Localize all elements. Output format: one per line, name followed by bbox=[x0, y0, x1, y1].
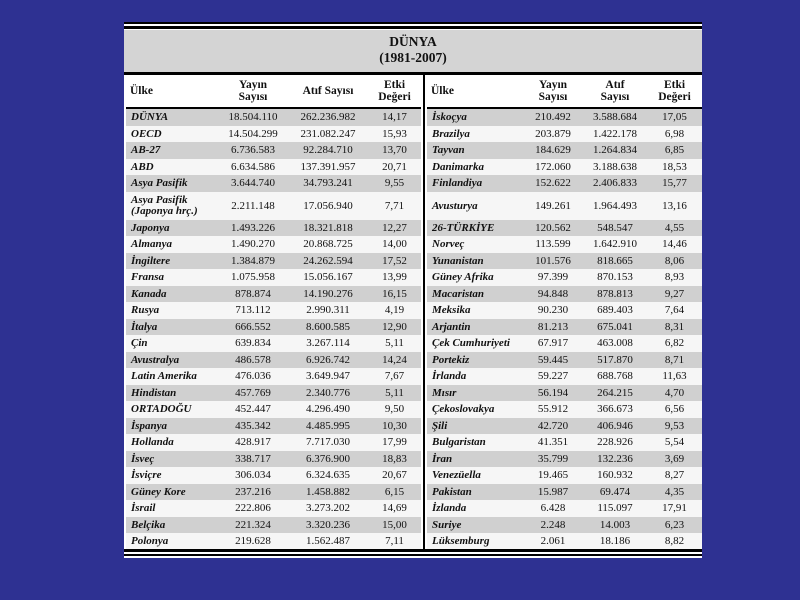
header-country: Ülke bbox=[427, 75, 523, 108]
cell-country: ABD bbox=[126, 159, 218, 176]
table-row bbox=[427, 401, 702, 418]
cell-country: Finlandiya bbox=[427, 175, 523, 192]
cell-country: İrlanda bbox=[427, 368, 523, 385]
cell-impact: 7,67 bbox=[368, 368, 421, 385]
table-row bbox=[126, 175, 421, 192]
header-citations: Atıf Sayısı bbox=[288, 75, 368, 108]
top-rule-2 bbox=[124, 26, 702, 29]
cell-impact: 17,91 bbox=[647, 500, 702, 517]
table-row bbox=[427, 368, 702, 385]
table-row bbox=[427, 192, 702, 220]
right-table-body bbox=[427, 108, 702, 550]
cell-impact: 15,93 bbox=[368, 126, 421, 143]
cell-citations: 262.236.982 bbox=[288, 108, 368, 126]
cell-publications: 97.399 bbox=[523, 269, 583, 286]
table-row bbox=[126, 335, 421, 352]
cell-impact: 14,69 bbox=[368, 500, 421, 517]
cell-publications: 1.075.958 bbox=[218, 269, 288, 286]
cell-citations: 92.284.710 bbox=[288, 142, 368, 159]
cell-publications: 55.912 bbox=[523, 401, 583, 418]
cell-publications: 457.769 bbox=[218, 385, 288, 402]
cell-impact: 15,00 bbox=[368, 517, 421, 534]
cell-citations: 4.296.490 bbox=[288, 401, 368, 418]
slide bbox=[124, 22, 702, 558]
cell-publications: 2.248 bbox=[523, 517, 583, 534]
table-row bbox=[126, 286, 421, 303]
table-row bbox=[126, 484, 421, 501]
table-row bbox=[126, 451, 421, 468]
cell-impact: 11,63 bbox=[647, 368, 702, 385]
cell-publications: 56.194 bbox=[523, 385, 583, 402]
cell-publications: 3.644.740 bbox=[218, 175, 288, 192]
cell-publications: 1.493.226 bbox=[218, 220, 288, 237]
cell-country: DÜNYA bbox=[126, 108, 218, 126]
table-row bbox=[427, 302, 702, 319]
cell-citations: 69.474 bbox=[583, 484, 647, 501]
cell-citations: 2.406.833 bbox=[583, 175, 647, 192]
cell-citations: 2.990.311 bbox=[288, 302, 368, 319]
cell-citations: 20.868.725 bbox=[288, 236, 368, 253]
cell-publications: 1.490.270 bbox=[218, 236, 288, 253]
cell-country: Hollanda bbox=[126, 434, 218, 451]
cell-impact: 8,93 bbox=[647, 269, 702, 286]
cell-impact: 4,19 bbox=[368, 302, 421, 319]
cell-publications: 210.492 bbox=[523, 108, 583, 126]
cell-impact: 7,71 bbox=[368, 192, 421, 220]
cell-impact: 6,15 bbox=[368, 484, 421, 501]
cell-publications: 6.736.583 bbox=[218, 142, 288, 159]
cell-impact: 15,77 bbox=[647, 175, 702, 192]
cell-publications: 35.799 bbox=[523, 451, 583, 468]
cell-country: ORTADOĞU bbox=[126, 401, 218, 418]
cell-impact: 5,54 bbox=[647, 434, 702, 451]
cell-country: İskoçya bbox=[427, 108, 523, 126]
cell-citations: 4.485.995 bbox=[288, 418, 368, 435]
table-row bbox=[126, 368, 421, 385]
cell-citations: 34.793.241 bbox=[288, 175, 368, 192]
cell-impact: 17,99 bbox=[368, 434, 421, 451]
cell-country: OECD bbox=[126, 126, 218, 143]
cell-citations: 3.588.684 bbox=[583, 108, 647, 126]
cell-publications: 18.504.110 bbox=[218, 108, 288, 126]
cell-citations: 366.673 bbox=[583, 401, 647, 418]
cell-citations: 3.267.114 bbox=[288, 335, 368, 352]
cell-impact: 13,16 bbox=[647, 192, 702, 220]
cell-country: Japonya bbox=[126, 220, 218, 237]
table-row bbox=[427, 269, 702, 286]
cell-country: Venezüella bbox=[427, 467, 523, 484]
cell-publications: 666.552 bbox=[218, 319, 288, 336]
cell-citations: 18.321.818 bbox=[288, 220, 368, 237]
cell-publications: 237.216 bbox=[218, 484, 288, 501]
cell-citations: 228.926 bbox=[583, 434, 647, 451]
left-header-row bbox=[126, 75, 421, 108]
cell-impact: 14,00 bbox=[368, 236, 421, 253]
cell-impact: 17,05 bbox=[647, 108, 702, 126]
cell-citations: 3.188.638 bbox=[583, 159, 647, 176]
cell-citations: 24.262.594 bbox=[288, 253, 368, 270]
cell-citations: 818.665 bbox=[583, 253, 647, 270]
cell-country: Polonya bbox=[126, 533, 218, 550]
table-row bbox=[126, 401, 421, 418]
cell-country: İsveç bbox=[126, 451, 218, 468]
cell-country: Danimarka bbox=[427, 159, 523, 176]
cell-impact: 18,53 bbox=[647, 159, 702, 176]
cell-citations: 15.056.167 bbox=[288, 269, 368, 286]
cell-country: 26-TÜRKİYE bbox=[427, 220, 523, 237]
left-table-body bbox=[126, 108, 421, 550]
cell-citations: 1.964.493 bbox=[583, 192, 647, 220]
table-row bbox=[427, 175, 702, 192]
cell-citations: 6.324.635 bbox=[288, 467, 368, 484]
cell-country: Lüksemburg bbox=[427, 533, 523, 550]
header-country: Ülke bbox=[126, 75, 218, 108]
cell-country: Asya Pasifik bbox=[126, 175, 218, 192]
cell-publications: 101.576 bbox=[523, 253, 583, 270]
table-row bbox=[427, 159, 702, 176]
cell-impact: 5,11 bbox=[368, 335, 421, 352]
cell-citations: 3.320.236 bbox=[288, 517, 368, 534]
cell-citations: 406.946 bbox=[583, 418, 647, 435]
title-line1: DÜNYA bbox=[389, 34, 437, 49]
table-row bbox=[126, 418, 421, 435]
cell-impact: 7,64 bbox=[647, 302, 702, 319]
cell-citations: 1.422.178 bbox=[583, 126, 647, 143]
cell-citations: 264.215 bbox=[583, 385, 647, 402]
cell-impact: 9,50 bbox=[368, 401, 421, 418]
cell-country: İran bbox=[427, 451, 523, 468]
cell-citations: 115.097 bbox=[583, 500, 647, 517]
cell-citations: 14.003 bbox=[583, 517, 647, 534]
table-row bbox=[126, 159, 421, 176]
table-row bbox=[427, 385, 702, 402]
table-row bbox=[427, 418, 702, 435]
cell-impact: 4,35 bbox=[647, 484, 702, 501]
cell-citations: 6.926.742 bbox=[288, 352, 368, 369]
cell-country: İzlanda bbox=[427, 500, 523, 517]
cell-publications: 59.227 bbox=[523, 368, 583, 385]
cell-publications: 184.629 bbox=[523, 142, 583, 159]
cell-impact: 9,53 bbox=[647, 418, 702, 435]
cell-country: Suriye bbox=[427, 517, 523, 534]
cell-country: Asya Pasifik (Japonya hrç.) bbox=[126, 192, 218, 220]
table-row bbox=[126, 126, 421, 143]
cell-citations: 878.813 bbox=[583, 286, 647, 303]
bottom-rule bbox=[124, 549, 702, 552]
cell-country: Şili bbox=[427, 418, 523, 435]
cell-publications: 172.060 bbox=[523, 159, 583, 176]
cell-country: Macaristan bbox=[427, 286, 523, 303]
cell-impact: 6,82 bbox=[647, 335, 702, 352]
cell-publications: 19.465 bbox=[523, 467, 583, 484]
table-row bbox=[427, 434, 702, 451]
cell-impact: 6,98 bbox=[647, 126, 702, 143]
table-row bbox=[126, 236, 421, 253]
cell-publications: 59.445 bbox=[523, 352, 583, 369]
cell-citations: 688.768 bbox=[583, 368, 647, 385]
table-row bbox=[427, 108, 702, 126]
bottom-rule-2 bbox=[124, 554, 702, 556]
table-row bbox=[126, 192, 421, 220]
cell-impact: 6,23 bbox=[647, 517, 702, 534]
right-header-row bbox=[427, 75, 702, 108]
table-row bbox=[126, 302, 421, 319]
cell-citations: 675.041 bbox=[583, 319, 647, 336]
cell-publications: 90.230 bbox=[523, 302, 583, 319]
cell-publications: 2.211.148 bbox=[218, 192, 288, 220]
cell-publications: 67.917 bbox=[523, 335, 583, 352]
cell-country: Güney Afrika bbox=[427, 269, 523, 286]
cell-impact: 3,69 bbox=[647, 451, 702, 468]
cell-country: Güney Kore bbox=[126, 484, 218, 501]
cell-citations: 548.547 bbox=[583, 220, 647, 237]
cell-country: Belçika bbox=[126, 517, 218, 534]
cell-impact: 6,85 bbox=[647, 142, 702, 159]
cell-publications: 15.987 bbox=[523, 484, 583, 501]
header-impact: Etki Değeri bbox=[368, 75, 421, 108]
cell-country: AB-27 bbox=[126, 142, 218, 159]
column-divider bbox=[423, 75, 425, 549]
cell-publications: 113.599 bbox=[523, 236, 583, 253]
left-table bbox=[126, 75, 421, 550]
cell-citations: 1.642.910 bbox=[583, 236, 647, 253]
cell-citations: 160.932 bbox=[583, 467, 647, 484]
cell-country: İtalya bbox=[126, 319, 218, 336]
cell-impact: 6,56 bbox=[647, 401, 702, 418]
cell-citations: 2.340.776 bbox=[288, 385, 368, 402]
table-row bbox=[427, 319, 702, 336]
cell-publications: 338.717 bbox=[218, 451, 288, 468]
cell-impact: 13,99 bbox=[368, 269, 421, 286]
table-row bbox=[427, 253, 702, 270]
cell-country: Çin bbox=[126, 335, 218, 352]
table-row bbox=[427, 352, 702, 369]
table-row bbox=[126, 319, 421, 336]
table-row bbox=[126, 467, 421, 484]
cell-publications: 222.806 bbox=[218, 500, 288, 517]
cell-publications: 878.874 bbox=[218, 286, 288, 303]
cell-country: Portekiz bbox=[427, 352, 523, 369]
table-row bbox=[427, 142, 702, 159]
cell-country: Avusturya bbox=[427, 192, 523, 220]
cell-impact: 8,06 bbox=[647, 253, 702, 270]
cell-impact: 7,11 bbox=[368, 533, 421, 550]
cell-publications: 2.061 bbox=[523, 533, 583, 550]
cell-citations: 463.008 bbox=[583, 335, 647, 352]
cell-publications: 81.213 bbox=[523, 319, 583, 336]
cell-country: Mısır bbox=[427, 385, 523, 402]
header-citations: Atıf Sayısı bbox=[583, 75, 647, 108]
cell-country: Latin Amerika bbox=[126, 368, 218, 385]
cell-publications: 428.917 bbox=[218, 434, 288, 451]
cell-country: İspanya bbox=[126, 418, 218, 435]
cell-impact: 4,70 bbox=[647, 385, 702, 402]
cell-citations: 1.458.882 bbox=[288, 484, 368, 501]
table-row bbox=[427, 286, 702, 303]
cell-publications: 219.628 bbox=[218, 533, 288, 550]
cell-impact: 14,24 bbox=[368, 352, 421, 369]
cell-impact: 17,52 bbox=[368, 253, 421, 270]
cell-citations: 7.717.030 bbox=[288, 434, 368, 451]
table-row bbox=[427, 467, 702, 484]
cell-country: Bulgaristan bbox=[427, 434, 523, 451]
cell-publications: 149.261 bbox=[523, 192, 583, 220]
cell-country: İsrail bbox=[126, 500, 218, 517]
cell-country: Pakistan bbox=[427, 484, 523, 501]
cell-country: Hindistan bbox=[126, 385, 218, 402]
cell-impact: 9,27 bbox=[647, 286, 702, 303]
cell-citations: 517.870 bbox=[583, 352, 647, 369]
cell-citations: 3.273.202 bbox=[288, 500, 368, 517]
cell-publications: 42.720 bbox=[523, 418, 583, 435]
table-row bbox=[427, 451, 702, 468]
table-row bbox=[126, 352, 421, 369]
cell-impact: 12,90 bbox=[368, 319, 421, 336]
table-row bbox=[126, 253, 421, 270]
cell-citations: 18.186 bbox=[583, 533, 647, 550]
cell-publications: 306.034 bbox=[218, 467, 288, 484]
cell-publications: 6.428 bbox=[523, 500, 583, 517]
table-row bbox=[427, 236, 702, 253]
header-publications: Yayın Sayısı bbox=[523, 75, 583, 108]
table-row bbox=[126, 220, 421, 237]
cell-publications: 452.447 bbox=[218, 401, 288, 418]
cell-publications: 435.342 bbox=[218, 418, 288, 435]
cell-country: Almanya bbox=[126, 236, 218, 253]
cell-country: Arjantin bbox=[427, 319, 523, 336]
cell-publications: 476.036 bbox=[218, 368, 288, 385]
cell-country: Çek Cumhuriyeti bbox=[427, 335, 523, 352]
cell-citations: 1.264.834 bbox=[583, 142, 647, 159]
cell-country: İngiltere bbox=[126, 253, 218, 270]
cell-country: Tayvan bbox=[427, 142, 523, 159]
cell-country: Çekoslovakya bbox=[427, 401, 523, 418]
cell-publications: 120.562 bbox=[523, 220, 583, 237]
cell-impact: 9,55 bbox=[368, 175, 421, 192]
header-publications: Yayın Sayısı bbox=[218, 75, 288, 108]
table-row bbox=[126, 108, 421, 126]
cell-country: Meksika bbox=[427, 302, 523, 319]
table-row bbox=[427, 220, 702, 237]
table-row bbox=[126, 533, 421, 550]
cell-impact: 4,55 bbox=[647, 220, 702, 237]
cell-publications: 713.112 bbox=[218, 302, 288, 319]
cell-impact: 8,82 bbox=[647, 533, 702, 550]
title-line2: (1981-2007) bbox=[379, 50, 447, 65]
cell-citations: 689.403 bbox=[583, 302, 647, 319]
cell-publications: 152.622 bbox=[523, 175, 583, 192]
header-impact: Etki Değeri bbox=[647, 75, 702, 108]
table-row bbox=[427, 533, 702, 550]
cell-citations: 132.236 bbox=[583, 451, 647, 468]
cell-publications: 1.384.879 bbox=[218, 253, 288, 270]
cell-country: Brazilya bbox=[427, 126, 523, 143]
table-row bbox=[427, 500, 702, 517]
cell-publications: 94.848 bbox=[523, 286, 583, 303]
cell-publications: 639.834 bbox=[218, 335, 288, 352]
cell-publications: 14.504.299 bbox=[218, 126, 288, 143]
cell-publications: 41.351 bbox=[523, 434, 583, 451]
table-row bbox=[126, 385, 421, 402]
cell-country: Norveç bbox=[427, 236, 523, 253]
cell-impact: 13,70 bbox=[368, 142, 421, 159]
cell-publications: 6.634.586 bbox=[218, 159, 288, 176]
cell-country: İsviçre bbox=[126, 467, 218, 484]
cell-impact: 5,11 bbox=[368, 385, 421, 402]
cell-impact: 12,27 bbox=[368, 220, 421, 237]
cell-impact: 16,15 bbox=[368, 286, 421, 303]
top-rule bbox=[124, 22, 702, 24]
cell-citations: 137.391.957 bbox=[288, 159, 368, 176]
cell-impact: 18,83 bbox=[368, 451, 421, 468]
table-row bbox=[126, 517, 421, 534]
title-block bbox=[124, 30, 702, 72]
cell-country: Avustralya bbox=[126, 352, 218, 369]
cell-country: Kanada bbox=[126, 286, 218, 303]
cell-citations: 1.562.487 bbox=[288, 533, 368, 550]
cell-impact: 8,31 bbox=[647, 319, 702, 336]
cell-citations: 14.190.276 bbox=[288, 286, 368, 303]
table-row bbox=[427, 484, 702, 501]
cell-impact: 10,30 bbox=[368, 418, 421, 435]
cell-country: Yunanistan bbox=[427, 253, 523, 270]
cell-country: Rusya bbox=[126, 302, 218, 319]
cell-impact: 20,71 bbox=[368, 159, 421, 176]
cell-citations: 17.056.940 bbox=[288, 192, 368, 220]
cell-citations: 3.649.947 bbox=[288, 368, 368, 385]
table-row bbox=[427, 517, 702, 534]
table-row bbox=[427, 126, 702, 143]
table-row bbox=[126, 142, 421, 159]
cell-impact: 20,67 bbox=[368, 467, 421, 484]
cell-citations: 870.153 bbox=[583, 269, 647, 286]
cell-publications: 203.879 bbox=[523, 126, 583, 143]
table-row bbox=[126, 434, 421, 451]
cell-publications: 221.324 bbox=[218, 517, 288, 534]
cell-citations: 6.376.900 bbox=[288, 451, 368, 468]
table-row bbox=[126, 500, 421, 517]
table-row bbox=[427, 335, 702, 352]
cell-impact: 14,17 bbox=[368, 108, 421, 126]
cell-citations: 231.082.247 bbox=[288, 126, 368, 143]
cell-citations: 8.600.585 bbox=[288, 319, 368, 336]
cell-publications: 486.578 bbox=[218, 352, 288, 369]
table-row bbox=[126, 269, 421, 286]
cell-country: Fransa bbox=[126, 269, 218, 286]
cell-impact: 8,71 bbox=[647, 352, 702, 369]
cell-impact: 14,46 bbox=[647, 236, 702, 253]
right-table bbox=[427, 75, 702, 550]
cell-impact: 8,27 bbox=[647, 467, 702, 484]
